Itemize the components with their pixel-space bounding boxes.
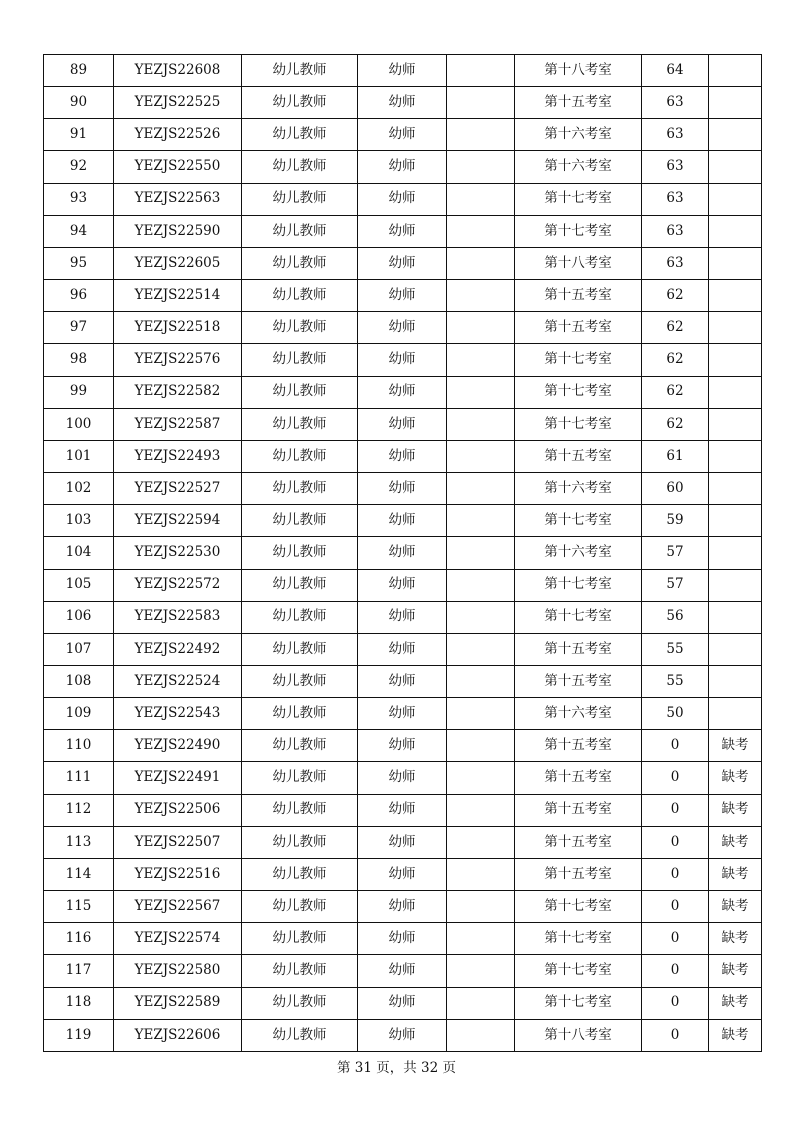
note-cell (709, 151, 762, 183)
table-row (44, 891, 762, 923)
exam-room-cell: 第十八考室 (515, 247, 642, 279)
exam-room-cell: 第十五考室 (515, 826, 642, 858)
candidate-id-cell: YEZJS22583 (114, 601, 242, 633)
score-cell: 55 (642, 665, 709, 697)
candidate-id-cell: YEZJS22516 (114, 858, 242, 890)
candidate-id-cell: YEZJS22605 (114, 247, 242, 279)
blank-cell (447, 762, 515, 794)
candidate-id-cell: YEZJS22574 (114, 923, 242, 955)
note-cell (709, 601, 762, 633)
score-cell: 59 (642, 505, 709, 537)
table-row (44, 280, 762, 312)
category-cell: 幼师 (358, 344, 447, 376)
score-cell: 62 (642, 280, 709, 312)
candidate-id-cell: YEZJS22525 (114, 87, 242, 119)
position-cell: 幼儿教师 (242, 344, 358, 376)
blank-cell (447, 891, 515, 923)
category-cell: 幼师 (358, 698, 447, 730)
exam-room-cell: 第十六考室 (515, 698, 642, 730)
category-cell: 幼师 (358, 247, 447, 279)
row-number-cell: 97 (44, 312, 114, 344)
score-cell: 0 (642, 730, 709, 762)
blank-cell (447, 344, 515, 376)
note-cell (709, 183, 762, 215)
position-cell: 幼儿教师 (242, 601, 358, 633)
candidate-id-cell: YEZJS22582 (114, 376, 242, 408)
category-cell: 幼师 (358, 537, 447, 569)
row-number-cell: 101 (44, 440, 114, 472)
note-cell: 缺考 (709, 826, 762, 858)
position-cell: 幼儿教师 (242, 55, 358, 87)
table-row (44, 698, 762, 730)
position-cell: 幼儿教师 (242, 215, 358, 247)
category-cell: 幼师 (358, 151, 447, 183)
blank-cell (447, 987, 515, 1019)
category-cell: 幼师 (358, 633, 447, 665)
note-cell: 缺考 (709, 955, 762, 987)
candidate-id-cell: YEZJS22524 (114, 665, 242, 697)
blank-cell (447, 537, 515, 569)
blank-cell (447, 151, 515, 183)
row-number-cell: 90 (44, 87, 114, 119)
score-cell: 64 (642, 55, 709, 87)
score-cell: 0 (642, 858, 709, 890)
blank-cell (447, 183, 515, 215)
exam-room-cell: 第十六考室 (515, 537, 642, 569)
row-number-cell: 113 (44, 826, 114, 858)
category-cell: 幼师 (358, 183, 447, 215)
score-cell: 63 (642, 151, 709, 183)
note-cell (709, 215, 762, 247)
category-cell: 幼师 (358, 601, 447, 633)
position-cell: 幼儿教师 (242, 730, 358, 762)
score-cell: 0 (642, 762, 709, 794)
table-row (44, 312, 762, 344)
exam-room-cell: 第十七考室 (515, 215, 642, 247)
note-cell: 缺考 (709, 794, 762, 826)
exam-room-cell: 第十五考室 (515, 665, 642, 697)
blank-cell (447, 826, 515, 858)
note-cell (709, 312, 762, 344)
exam-room-cell: 第十五考室 (515, 762, 642, 794)
position-cell: 幼儿教师 (242, 858, 358, 890)
score-cell: 61 (642, 440, 709, 472)
position-cell: 幼儿教师 (242, 633, 358, 665)
exam-room-cell: 第十七考室 (515, 505, 642, 537)
score-cell: 0 (642, 955, 709, 987)
candidate-id-cell: YEZJS22594 (114, 505, 242, 537)
table-row (44, 215, 762, 247)
exam-room-cell: 第十五考室 (515, 858, 642, 890)
row-number-cell: 116 (44, 923, 114, 955)
score-cell: 62 (642, 312, 709, 344)
category-cell: 幼师 (358, 280, 447, 312)
table-row (44, 923, 762, 955)
category-cell: 幼师 (358, 955, 447, 987)
blank-cell (447, 440, 515, 472)
row-number-cell: 100 (44, 408, 114, 440)
table-row (44, 633, 762, 665)
exam-room-cell: 第十六考室 (515, 119, 642, 151)
candidate-id-cell: YEZJS22590 (114, 215, 242, 247)
position-cell: 幼儿教师 (242, 794, 358, 826)
position-cell: 幼儿教师 (242, 183, 358, 215)
table-row (44, 858, 762, 890)
table-row (44, 473, 762, 505)
category-cell: 幼师 (358, 987, 447, 1019)
row-number-cell: 112 (44, 794, 114, 826)
table-row (44, 537, 762, 569)
blank-cell (447, 923, 515, 955)
table-row (44, 505, 762, 537)
score-cell: 63 (642, 183, 709, 215)
category-cell: 幼师 (358, 730, 447, 762)
results-table-body (44, 55, 762, 1052)
candidate-id-cell: YEZJS22608 (114, 55, 242, 87)
candidate-id-cell: YEZJS22490 (114, 730, 242, 762)
exam-room-cell: 第十五考室 (515, 730, 642, 762)
blank-cell (447, 633, 515, 665)
candidate-id-cell: YEZJS22567 (114, 891, 242, 923)
table-row (44, 183, 762, 215)
position-cell: 幼儿教师 (242, 505, 358, 537)
candidate-id-cell: YEZJS22518 (114, 312, 242, 344)
note-cell (709, 473, 762, 505)
category-cell: 幼师 (358, 312, 447, 344)
candidate-id-cell: YEZJS22514 (114, 280, 242, 312)
category-cell: 幼师 (358, 665, 447, 697)
candidate-id-cell: YEZJS22530 (114, 537, 242, 569)
row-number-cell: 104 (44, 537, 114, 569)
blank-cell (447, 312, 515, 344)
row-number-cell: 105 (44, 569, 114, 601)
note-cell (709, 408, 762, 440)
candidate-id-cell: YEZJS22589 (114, 987, 242, 1019)
blank-cell (447, 505, 515, 537)
row-number-cell: 91 (44, 119, 114, 151)
note-cell: 缺考 (709, 762, 762, 794)
row-number-cell: 118 (44, 987, 114, 1019)
note-cell (709, 87, 762, 119)
category-cell: 幼师 (358, 891, 447, 923)
category-cell: 幼师 (358, 87, 447, 119)
row-number-cell: 107 (44, 633, 114, 665)
row-number-cell: 89 (44, 55, 114, 87)
position-cell: 幼儿教师 (242, 247, 358, 279)
position-cell: 幼儿教师 (242, 376, 358, 408)
score-cell: 0 (642, 1019, 709, 1051)
exam-room-cell: 第十七考室 (515, 376, 642, 408)
exam-room-cell: 第十七考室 (515, 987, 642, 1019)
note-cell: 缺考 (709, 858, 762, 890)
row-number-cell: 106 (44, 601, 114, 633)
score-cell: 57 (642, 537, 709, 569)
exam-room-cell: 第十八考室 (515, 1019, 642, 1051)
position-cell: 幼儿教师 (242, 312, 358, 344)
position-cell: 幼儿教师 (242, 473, 358, 505)
position-cell: 幼儿教师 (242, 955, 358, 987)
category-cell: 幼师 (358, 376, 447, 408)
table-row (44, 987, 762, 1019)
note-cell (709, 440, 762, 472)
exam-room-cell: 第十七考室 (515, 923, 642, 955)
note-cell (709, 376, 762, 408)
score-cell: 62 (642, 376, 709, 408)
exam-room-cell: 第十七考室 (515, 344, 642, 376)
exam-room-cell: 第十五考室 (515, 440, 642, 472)
note-cell (709, 698, 762, 730)
category-cell: 幼师 (358, 473, 447, 505)
table-row (44, 87, 762, 119)
table-row (44, 601, 762, 633)
exam-room-cell: 第十六考室 (515, 151, 642, 183)
exam-room-cell: 第十五考室 (515, 280, 642, 312)
table-row (44, 762, 762, 794)
category-cell: 幼师 (358, 119, 447, 151)
row-number-cell: 93 (44, 183, 114, 215)
table-row (44, 151, 762, 183)
category-cell: 幼师 (358, 858, 447, 890)
blank-cell (447, 1019, 515, 1051)
blank-cell (447, 247, 515, 279)
candidate-id-cell: YEZJS22587 (114, 408, 242, 440)
score-cell: 0 (642, 923, 709, 955)
row-number-cell: 92 (44, 151, 114, 183)
exam-room-cell: 第十五考室 (515, 794, 642, 826)
score-cell: 56 (642, 601, 709, 633)
candidate-id-cell: YEZJS22507 (114, 826, 242, 858)
blank-cell (447, 601, 515, 633)
note-cell: 缺考 (709, 891, 762, 923)
note-cell (709, 247, 762, 279)
note-cell: 缺考 (709, 730, 762, 762)
candidate-id-cell: YEZJS22576 (114, 344, 242, 376)
score-cell: 62 (642, 344, 709, 376)
category-cell: 幼师 (358, 794, 447, 826)
row-number-cell: 99 (44, 376, 114, 408)
score-cell: 0 (642, 891, 709, 923)
note-cell (709, 280, 762, 312)
category-cell: 幼师 (358, 923, 447, 955)
position-cell: 幼儿教师 (242, 923, 358, 955)
candidate-id-cell: YEZJS22491 (114, 762, 242, 794)
table-row (44, 119, 762, 151)
note-cell (709, 633, 762, 665)
blank-cell (447, 87, 515, 119)
table-row (44, 826, 762, 858)
note-cell: 缺考 (709, 923, 762, 955)
blank-cell (447, 794, 515, 826)
score-cell: 50 (642, 698, 709, 730)
exam-room-cell: 第十七考室 (515, 183, 642, 215)
blank-cell (447, 858, 515, 890)
candidate-id-cell: YEZJS22506 (114, 794, 242, 826)
blank-cell (447, 955, 515, 987)
score-cell: 63 (642, 87, 709, 119)
table-row (44, 376, 762, 408)
exam-room-cell: 第十五考室 (515, 87, 642, 119)
position-cell: 幼儿教师 (242, 1019, 358, 1051)
candidate-id-cell: YEZJS22606 (114, 1019, 242, 1051)
position-cell: 幼儿教师 (242, 408, 358, 440)
blank-cell (447, 215, 515, 247)
category-cell: 幼师 (358, 569, 447, 601)
candidate-id-cell: YEZJS22492 (114, 633, 242, 665)
table-row (44, 665, 762, 697)
row-number-cell: 98 (44, 344, 114, 376)
candidate-id-cell: YEZJS22550 (114, 151, 242, 183)
table-row (44, 730, 762, 762)
score-cell: 63 (642, 119, 709, 151)
row-number-cell: 102 (44, 473, 114, 505)
position-cell: 幼儿教师 (242, 87, 358, 119)
table-row (44, 1019, 762, 1051)
blank-cell (447, 665, 515, 697)
row-number-cell: 109 (44, 698, 114, 730)
exam-room-cell: 第十七考室 (515, 955, 642, 987)
table-row (44, 794, 762, 826)
row-number-cell: 115 (44, 891, 114, 923)
table-row (44, 344, 762, 376)
position-cell: 幼儿教师 (242, 665, 358, 697)
score-cell: 63 (642, 215, 709, 247)
note-cell (709, 537, 762, 569)
results-table (43, 54, 762, 1052)
position-cell: 幼儿教师 (242, 826, 358, 858)
position-cell: 幼儿教师 (242, 569, 358, 601)
note-cell (709, 119, 762, 151)
row-number-cell: 94 (44, 215, 114, 247)
blank-cell (447, 119, 515, 151)
score-cell: 57 (642, 569, 709, 601)
page-footer: 第 31 页，共 32 页 (336, 1060, 457, 1076)
note-cell: 缺考 (709, 1019, 762, 1051)
candidate-id-cell: YEZJS22572 (114, 569, 242, 601)
blank-cell (447, 376, 515, 408)
category-cell: 幼师 (358, 440, 447, 472)
position-cell: 幼儿教师 (242, 698, 358, 730)
position-cell: 幼儿教师 (242, 440, 358, 472)
category-cell: 幼师 (358, 408, 447, 440)
table-row (44, 55, 762, 87)
score-cell: 63 (642, 247, 709, 279)
position-cell: 幼儿教师 (242, 891, 358, 923)
note-cell (709, 505, 762, 537)
category-cell: 幼师 (358, 505, 447, 537)
blank-cell (447, 55, 515, 87)
note-cell (709, 55, 762, 87)
note-cell (709, 344, 762, 376)
candidate-id-cell: YEZJS22543 (114, 698, 242, 730)
position-cell: 幼儿教师 (242, 280, 358, 312)
exam-room-cell: 第十五考室 (515, 312, 642, 344)
score-cell: 0 (642, 794, 709, 826)
category-cell: 幼师 (358, 215, 447, 247)
row-number-cell: 103 (44, 505, 114, 537)
blank-cell (447, 569, 515, 601)
table-row (44, 440, 762, 472)
position-cell: 幼儿教师 (242, 762, 358, 794)
row-number-cell: 110 (44, 730, 114, 762)
note-cell: 缺考 (709, 987, 762, 1019)
blank-cell (447, 730, 515, 762)
position-cell: 幼儿教师 (242, 151, 358, 183)
exam-room-cell: 第十七考室 (515, 569, 642, 601)
table-row (44, 408, 762, 440)
score-cell: 62 (642, 408, 709, 440)
position-cell: 幼儿教师 (242, 987, 358, 1019)
blank-cell (447, 473, 515, 505)
score-cell: 0 (642, 826, 709, 858)
candidate-id-cell: YEZJS22526 (114, 119, 242, 151)
category-cell: 幼师 (358, 1019, 447, 1051)
table-row (44, 569, 762, 601)
row-number-cell: 114 (44, 858, 114, 890)
note-cell (709, 665, 762, 697)
note-cell (709, 569, 762, 601)
candidate-id-cell: YEZJS22493 (114, 440, 242, 472)
exam-room-cell: 第十五考室 (515, 633, 642, 665)
exam-room-cell: 第十八考室 (515, 55, 642, 87)
candidate-id-cell: YEZJS22563 (114, 183, 242, 215)
exam-room-cell: 第十七考室 (515, 408, 642, 440)
category-cell: 幼师 (358, 826, 447, 858)
row-number-cell: 108 (44, 665, 114, 697)
row-number-cell: 119 (44, 1019, 114, 1051)
candidate-id-cell: YEZJS22580 (114, 955, 242, 987)
position-cell: 幼儿教师 (242, 119, 358, 151)
category-cell: 幼师 (358, 762, 447, 794)
blank-cell (447, 408, 515, 440)
table-row (44, 247, 762, 279)
exam-room-cell: 第十七考室 (515, 601, 642, 633)
score-cell: 55 (642, 633, 709, 665)
row-number-cell: 96 (44, 280, 114, 312)
row-number-cell: 117 (44, 955, 114, 987)
table-row (44, 955, 762, 987)
exam-room-cell: 第十七考室 (515, 891, 642, 923)
blank-cell (447, 280, 515, 312)
position-cell: 幼儿教师 (242, 537, 358, 569)
category-cell: 幼师 (358, 55, 447, 87)
score-cell: 0 (642, 987, 709, 1019)
row-number-cell: 95 (44, 247, 114, 279)
blank-cell (447, 698, 515, 730)
row-number-cell: 111 (44, 762, 114, 794)
score-cell: 60 (642, 473, 709, 505)
exam-room-cell: 第十六考室 (515, 473, 642, 505)
candidate-id-cell: YEZJS22527 (114, 473, 242, 505)
